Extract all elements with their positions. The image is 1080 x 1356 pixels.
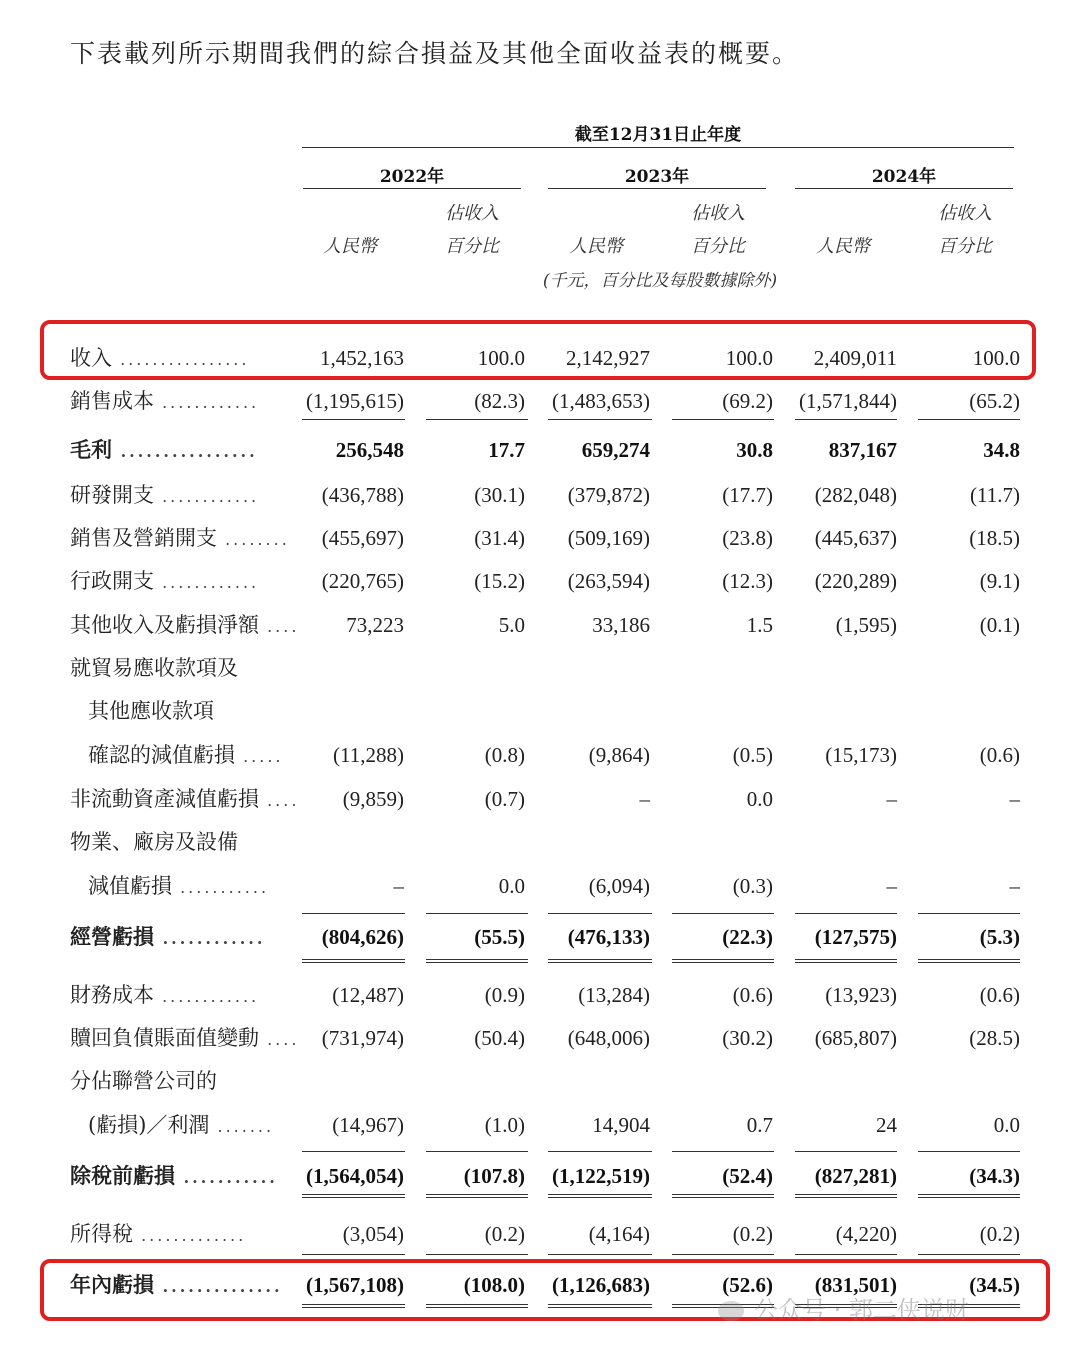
cell-value: 100.0 <box>477 346 525 370</box>
cell-value: (18.5) <box>969 526 1020 550</box>
cell-value: – <box>886 874 897 898</box>
table-row <box>0 917 1080 957</box>
cell-value: (0.2) <box>979 1222 1020 1246</box>
row-label-text: 銷售成本 <box>70 389 154 413</box>
cell-value: (0.7) <box>484 787 525 811</box>
cell-value: (220,289) <box>814 569 897 593</box>
subtotal-rule <box>672 419 774 420</box>
pct-header-bottom: 百分比 <box>445 236 499 257</box>
cell-value: (804,626) <box>321 925 404 949</box>
table-row <box>0 475 1080 515</box>
row-label <box>88 866 269 908</box>
leader-dots: ............ <box>154 393 260 412</box>
subtotal-rule <box>918 913 1020 914</box>
cell-value: 73,223 <box>346 613 404 637</box>
table-row <box>0 518 1080 558</box>
cell-value: 0.0 <box>993 1113 1020 1137</box>
subtotal-rule <box>795 913 897 914</box>
cell-value: (0.6) <box>732 983 773 1007</box>
row-label <box>70 1061 217 1101</box>
total-double-rule <box>426 1194 528 1198</box>
table-row <box>0 605 1080 645</box>
cell-value: (0.9) <box>484 983 525 1007</box>
leader-dots: ........... <box>175 1168 278 1187</box>
row-label-text: 就貿易應收款項及 <box>70 656 238 680</box>
row-label-text: 物業、廠房及設備 <box>70 830 238 854</box>
cell-value: 0.0 <box>746 787 773 811</box>
cell-value: (12,487) <box>332 983 404 1007</box>
row-label-text: 行政開支 <box>70 569 154 593</box>
cell-value: 256,548 <box>335 438 404 462</box>
year-2023-header: 2023年 <box>624 167 690 187</box>
cell-value: 17.7 <box>488 438 525 462</box>
cell-value: 33,186 <box>592 613 650 637</box>
cell-value: (1,564,054) <box>306 1164 404 1188</box>
pct-header <box>417 197 527 263</box>
cell-value: (65.2) <box>969 389 1020 413</box>
subtotal-rule <box>918 1151 1020 1152</box>
leader-dots: ............ <box>154 573 260 592</box>
cell-value: 100.0 <box>725 346 773 370</box>
subtotal-rule <box>548 1151 652 1152</box>
row-label-text: 收入 <box>70 346 112 370</box>
row-label <box>88 735 284 777</box>
row-label <box>70 648 238 688</box>
cell-value: (455,697) <box>321 526 404 550</box>
cell-value: (0.2) <box>484 1222 525 1246</box>
year-rule <box>303 188 521 189</box>
cell-value: (731,974) <box>321 1026 404 1050</box>
row-label <box>70 1214 246 1256</box>
cell-value: (827,281) <box>814 1164 897 1188</box>
subtotal-rule <box>672 1254 774 1255</box>
total-double-rule <box>426 959 528 963</box>
total-double-rule <box>795 1194 897 1198</box>
cell-value: 100.0 <box>972 346 1020 370</box>
subtotal-rule <box>672 913 774 914</box>
leader-dots: ............ <box>154 487 260 506</box>
cell-value: (12.3) <box>722 569 773 593</box>
wechat-icon <box>718 1301 744 1321</box>
subtotal-rule <box>426 419 528 420</box>
leader-dots: ............. <box>133 1226 247 1245</box>
leader-dots: ............ <box>154 987 260 1006</box>
cell-value: (4,220) <box>835 1222 897 1246</box>
year-2022-header: 2022年 <box>379 167 445 187</box>
row-label-text: 非流動資產減值虧損 <box>70 787 259 811</box>
period-rule <box>302 147 1014 148</box>
total-double-rule <box>302 959 405 963</box>
subtotal-rule <box>426 1254 528 1255</box>
row-label <box>70 1018 299 1060</box>
period-header: 截至12月31日止年度 <box>574 125 742 145</box>
cell-value: (3,054) <box>342 1222 404 1246</box>
cell-value: (34.3) <box>969 1164 1020 1188</box>
cell-value: (0.1) <box>979 613 1020 637</box>
table-row <box>0 735 1080 775</box>
table-row <box>0 1061 1080 1101</box>
cell-value: (107.8) <box>463 1164 525 1188</box>
table-row <box>0 779 1080 819</box>
row-label-text: 毛利 <box>70 437 112 462</box>
row-label <box>70 779 299 821</box>
cell-value: (0.2) <box>732 1222 773 1246</box>
row-label-text: 確認的減值虧損 <box>88 743 235 767</box>
cell-value: – <box>393 874 404 898</box>
cell-value: (445,637) <box>814 526 897 550</box>
pct-header-top: 佔收入 <box>445 203 499 224</box>
cell-value: 0.0 <box>498 874 525 898</box>
cell-value: (11.7) <box>970 483 1020 507</box>
cell-value: (15,173) <box>825 743 897 767</box>
subtotal-rule <box>918 1254 1020 1255</box>
cell-value: (108.0) <box>463 1273 525 1297</box>
row-label-text: 分佔聯營公司的 <box>70 1069 217 1093</box>
pct-header <box>910 197 1020 263</box>
watermark-text: 公众号 · 郭二侠说财 <box>754 1296 969 1324</box>
cell-value: – <box>639 787 650 811</box>
row-label-text: (虧損)／利潤 <box>88 1113 210 1137</box>
cell-value: (34.5) <box>969 1273 1020 1297</box>
cell-value: 837,167 <box>828 438 897 462</box>
subtotal-rule <box>795 1151 897 1152</box>
cell-value: 0.7 <box>746 1113 773 1137</box>
cell-value: (23.8) <box>722 526 773 550</box>
cell-value: 5.0 <box>498 613 525 637</box>
cell-value: (1,483,653) <box>552 389 650 413</box>
table-row <box>0 1214 1080 1254</box>
cell-value: 2,142,927 <box>566 346 650 370</box>
cell-value: – <box>886 787 897 811</box>
cell-value: (11,288) <box>333 743 404 767</box>
cell-value: 1.5 <box>746 613 773 637</box>
total-double-rule <box>918 1194 1020 1198</box>
cell-value: (0.5) <box>732 743 773 767</box>
rmb-header: 人民幣 <box>816 236 870 257</box>
table-row <box>0 1156 1080 1196</box>
cell-value: (379,872) <box>567 483 650 507</box>
cell-value: 14,904 <box>592 1113 650 1137</box>
cell-value: (263,594) <box>567 569 650 593</box>
cell-value: (22.3) <box>722 925 773 949</box>
total-double-rule <box>795 959 897 963</box>
cell-value: 1,452,163 <box>320 346 404 370</box>
table-row <box>0 430 1080 470</box>
cell-value: (685,807) <box>814 1026 897 1050</box>
cell-value: (50.4) <box>474 1026 525 1050</box>
cell-value: (13,923) <box>825 983 897 1007</box>
leader-dots: ................ <box>112 442 258 461</box>
total-double-rule <box>672 1194 774 1198</box>
cell-value: 30.8 <box>736 438 773 462</box>
cell-value: (13,284) <box>578 983 650 1007</box>
cell-value: (1,567,108) <box>306 1273 404 1297</box>
cell-value: (14,967) <box>332 1113 404 1137</box>
subtotal-rule <box>918 419 1020 420</box>
cell-value: (30.2) <box>722 1026 773 1050</box>
row-label <box>70 475 259 517</box>
cell-value: (1,595) <box>835 613 897 637</box>
rmb-header: 人民幣 <box>323 236 377 257</box>
cell-value: 24 <box>876 1113 897 1137</box>
cell-value: (9.1) <box>979 569 1020 593</box>
subtotal-rule <box>302 1151 405 1152</box>
cell-value: (0.6) <box>979 983 1020 1007</box>
cell-value: (28.5) <box>969 1026 1020 1050</box>
cell-value: (52.6) <box>722 1273 773 1297</box>
subtotal-rule <box>426 1151 528 1152</box>
table-row <box>0 866 1080 906</box>
row-label <box>70 430 258 472</box>
year-2024-header: 2024年 <box>871 167 937 187</box>
leader-dots: ........ <box>217 530 290 549</box>
total-double-rule <box>918 959 1020 963</box>
pct-header-top: 佔收入 <box>691 203 745 224</box>
row-label-text: 財務成本 <box>70 983 154 1007</box>
leader-dots: .... <box>259 791 300 810</box>
pct-header-top: 佔收入 <box>938 203 992 224</box>
cell-value: (0.8) <box>484 743 525 767</box>
table-row <box>0 1018 1080 1058</box>
leader-dots: .... <box>259 617 300 636</box>
units-note: (千元，百分比及每股數據除外) <box>542 271 778 291</box>
leader-dots: ....... <box>209 1117 275 1136</box>
cell-value: (1,195,615) <box>306 389 404 413</box>
leader-dots: .............. <box>154 1277 283 1296</box>
row-label-text: 銷售及營銷開支 <box>70 526 217 550</box>
cell-value: (52.4) <box>722 1164 773 1188</box>
intro-text: 下表載列所示期間我們的綜合損益及其他全面收益表的概要。 <box>70 39 800 68</box>
cell-value: (30.1) <box>474 483 525 507</box>
subtotal-rule <box>548 419 652 420</box>
leader-dots: ................ <box>112 350 250 369</box>
cell-value: (220,765) <box>321 569 404 593</box>
row-label-text: 研發開支 <box>70 483 154 507</box>
leader-dots: ..... <box>235 747 284 766</box>
row-label <box>70 561 259 603</box>
row-label-text: 其他收入及虧損淨額 <box>70 613 259 637</box>
cell-value: (9,859) <box>342 787 404 811</box>
leader-dots: .... <box>259 1030 300 1049</box>
cell-value: (1,571,844) <box>799 389 897 413</box>
cell-value: – <box>1009 874 1020 898</box>
table-row <box>0 822 1080 862</box>
cell-value: (31.4) <box>474 526 525 550</box>
cell-value: 2,409,011 <box>813 346 897 370</box>
subtotal-rule <box>426 913 528 914</box>
pct-header-bottom: 百分比 <box>691 236 745 257</box>
row-label <box>88 1105 274 1147</box>
total-double-rule <box>548 959 652 963</box>
row-label-text: 經營虧損 <box>70 924 154 949</box>
total-double-rule <box>548 1194 652 1198</box>
subtotal-rule <box>302 1254 405 1255</box>
row-label-text: 所得稅 <box>70 1222 133 1246</box>
row-label-text: 減值虧損 <box>88 874 172 898</box>
rmb-header: 人民幣 <box>569 236 623 257</box>
revenue-highlight-box <box>40 320 1036 380</box>
cell-value: (15.2) <box>474 569 525 593</box>
table-row <box>0 1105 1080 1145</box>
cell-value: (648,006) <box>567 1026 650 1050</box>
total-double-rule <box>302 1194 405 1198</box>
row-label <box>70 518 290 560</box>
cell-value: (6,094) <box>588 874 650 898</box>
cell-value: (17.7) <box>722 483 773 507</box>
row-label-text: 年內虧損 <box>70 1272 154 1297</box>
table-row <box>0 648 1080 688</box>
subtotal-rule <box>302 419 405 420</box>
row-label <box>70 822 238 862</box>
row-label <box>70 381 259 423</box>
subtotal-rule <box>548 913 652 914</box>
row-label <box>70 1156 278 1198</box>
row-label-text: 贖回負債賬面值變動 <box>70 1026 259 1050</box>
subtotal-rule <box>302 913 405 914</box>
leader-dots: ............ <box>154 929 266 948</box>
subtotal-rule <box>672 1151 774 1152</box>
cell-value: (4,164) <box>588 1222 650 1246</box>
row-label <box>70 917 265 959</box>
cell-value: (0.3) <box>732 874 773 898</box>
cell-value: (0.6) <box>979 743 1020 767</box>
table-row <box>0 381 1080 421</box>
row-label <box>88 691 214 731</box>
row-label-text: 除稅前虧損 <box>70 1163 175 1188</box>
cell-value: 34.8 <box>983 438 1020 462</box>
cell-value: (1.0) <box>484 1113 525 1137</box>
cell-value: (831,501) <box>814 1273 897 1297</box>
cell-value: (82.3) <box>474 389 525 413</box>
pct-header-bottom: 百分比 <box>938 236 992 257</box>
table-row <box>0 691 1080 731</box>
cell-value: (1,126,683) <box>552 1273 650 1297</box>
cell-value: – <box>1009 787 1020 811</box>
subtotal-rule <box>795 419 897 420</box>
table-row <box>0 975 1080 1015</box>
table-row <box>0 561 1080 601</box>
watermark <box>718 1290 969 1325</box>
year-rule <box>795 188 1013 189</box>
row-label <box>70 605 299 647</box>
year-rule <box>548 188 766 189</box>
leader-dots: ........... <box>172 878 270 897</box>
subtotal-rule <box>795 1254 897 1255</box>
cell-value: (9,864) <box>588 743 650 767</box>
row-label-text: 其他應收款項 <box>88 699 214 723</box>
cell-value: (436,788) <box>321 483 404 507</box>
cell-value: (55.5) <box>474 925 525 949</box>
cell-value: (282,048) <box>814 483 897 507</box>
cell-value: (1,122,519) <box>552 1164 650 1188</box>
total-double-rule <box>672 959 774 963</box>
subtotal-rule <box>548 1254 652 1255</box>
cell-value: (476,133) <box>567 925 650 949</box>
cell-value: 659,274 <box>581 438 650 462</box>
pct-header <box>663 197 773 263</box>
cell-value: (509,169) <box>567 526 650 550</box>
cell-value: (127,575) <box>814 925 897 949</box>
row-label <box>70 975 259 1017</box>
cell-value: (69.2) <box>722 389 773 413</box>
cell-value: (5.3) <box>979 925 1020 949</box>
